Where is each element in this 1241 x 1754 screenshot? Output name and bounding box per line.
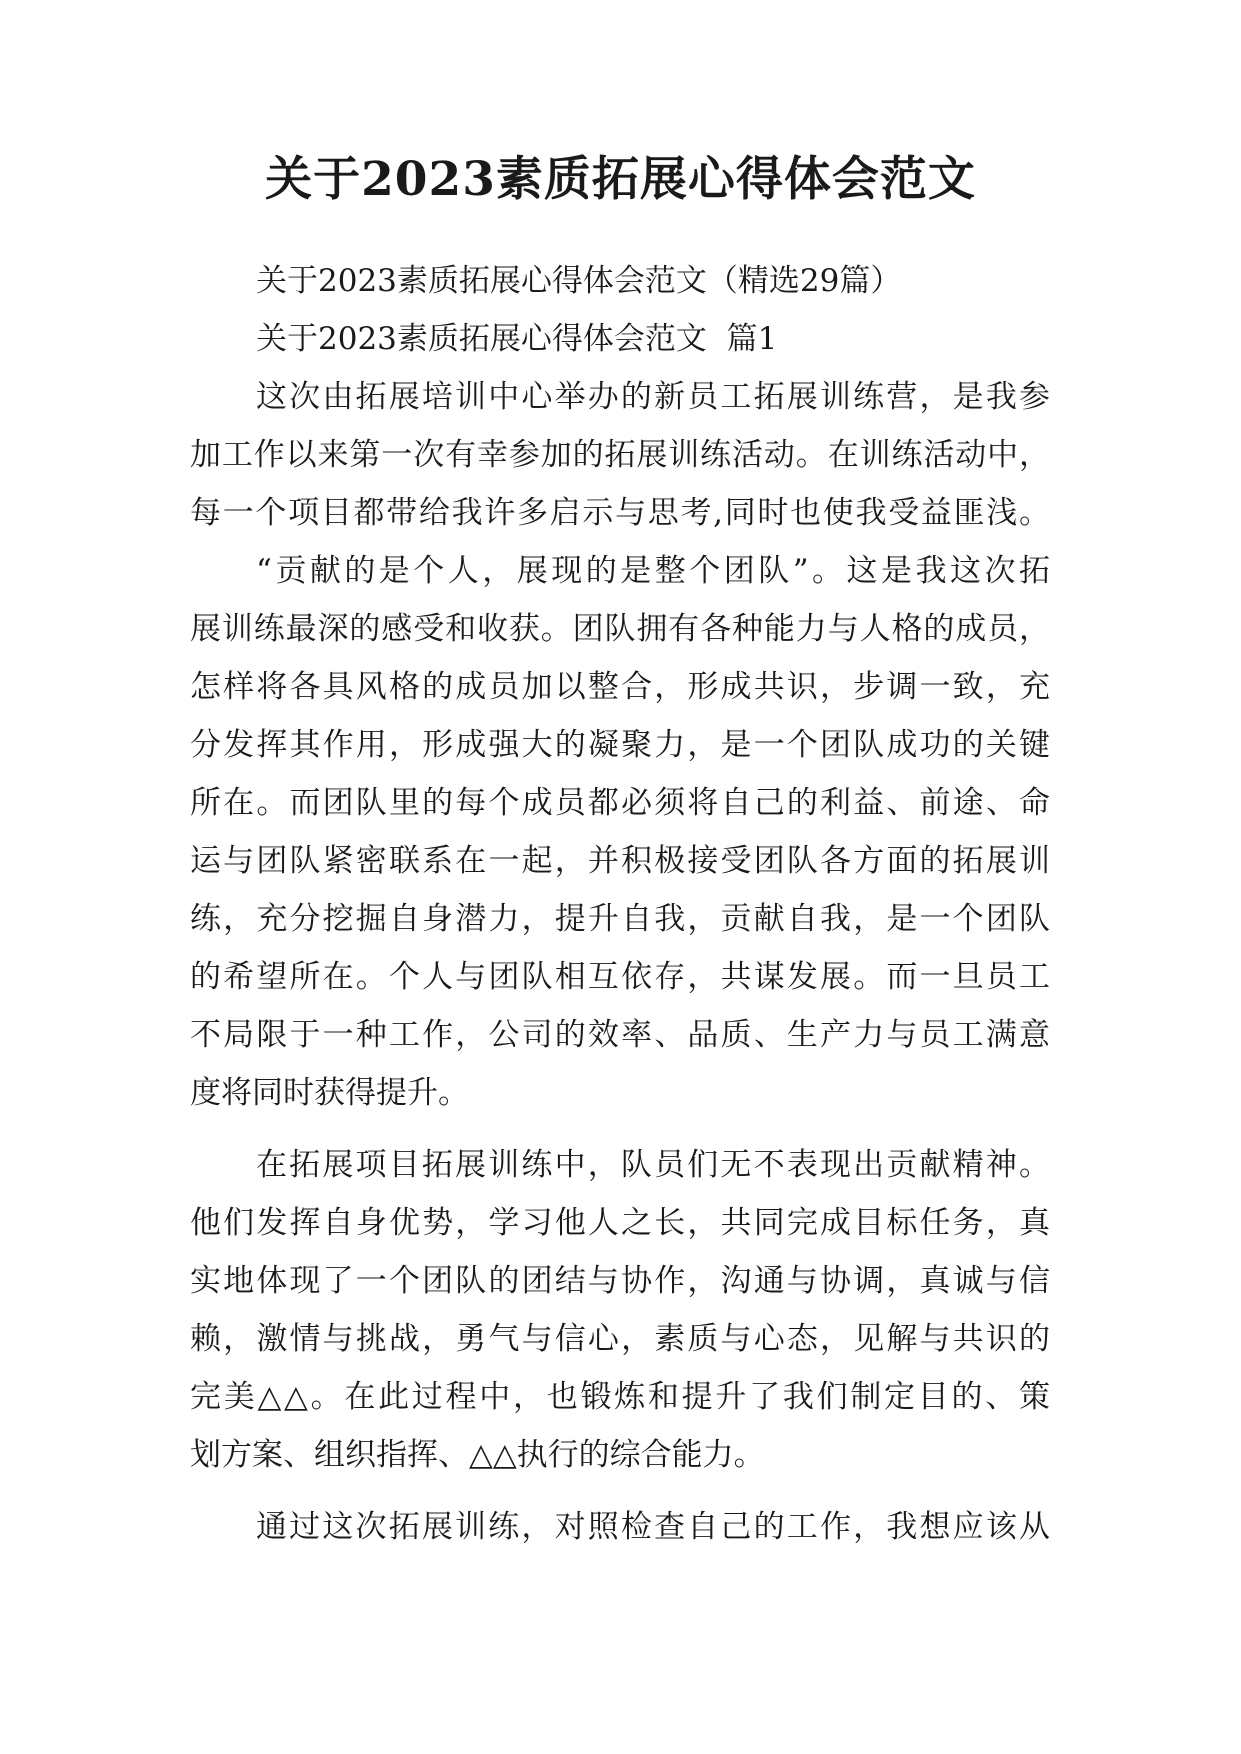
paragraph-line: 他们发挥自身优势，学习他人之长，共同完成目标任务，真	[190, 1205, 1050, 1241]
paragraph-line: 怎样将各具风格的成员加以整合，形成共识，步调一致，充	[190, 669, 1050, 705]
document-body	[190, 252, 1050, 1556]
paragraph-line: 度将同时获得提升。	[190, 1075, 469, 1111]
paragraph-line: 完美△△。在此过程中，也锻炼和提升了我们制定目的、策	[190, 1379, 1050, 1415]
paragraph	[190, 1136, 1050, 1484]
paragraph-line: 划方案、组织指挥、△△执行的综合能力。	[190, 1437, 765, 1473]
paragraph-line: 实地体现了一个团队的团结与协作，沟通与协调，真诚与信	[190, 1263, 1050, 1299]
paragraph-line: 运与团队紧密联系在一起，并积极接受团队各方面的拓展训	[190, 843, 1050, 879]
paragraph-line: 不局限于一种工作，公司的效率、品质、生产力与员工满意	[190, 1017, 1050, 1053]
paragraph	[190, 368, 1050, 542]
paragraph	[190, 1498, 1050, 1556]
paragraph-line: 在拓展项目拓展训练中，队员们无不表现出贡献精神。	[256, 1147, 1050, 1183]
paragraph-line: 练，充分挖掘自身潜力，提升自我，贡献自我，是一个团队	[190, 901, 1050, 937]
paragraph-line: 加工作以来第一次有幸参加的拓展训练活动。在训练活动中，	[190, 437, 1050, 473]
paragraph-line: 所在。而团队里的每个成员都必须将自己的利益、前途、命	[190, 785, 1050, 821]
document-title: 关于2023素质拓展心得体会范文	[265, 152, 976, 207]
section-heading: 关于2023素质拓展心得体会范文 篇1	[256, 321, 778, 357]
paragraph-line: 分发挥其作用，形成强大的凝聚力，是一个团队成功的关键	[190, 727, 1050, 763]
paragraph	[190, 542, 1050, 1122]
paragraph-line: 每一个项目都带给我许多启示与思考,同时也使我受益匪浅。	[190, 495, 1050, 531]
paragraph-line: 通过这次拓展训练，对照检查自己的工作，我想应该从	[256, 1509, 1050, 1545]
paragraph-line: 赖，激情与挑战，勇气与信心，素质与心态，见解与共识的	[190, 1321, 1050, 1357]
paragraph-line: “贡献的是个人，展现的是整个团队”。这是我这次拓	[256, 553, 1050, 589]
paragraph-line: 的希望所在。个人与团队相互依存，共谋发展。而一旦员工	[190, 959, 1050, 995]
document-subtitle: 关于2023素质拓展心得体会范文（精选29篇）	[256, 263, 902, 299]
paragraph-line: 这次由拓展培训中心举办的新员工拓展训练营，是我参	[256, 379, 1050, 415]
paragraph-line: 展训练最深的感受和收获。团队拥有各种能力与人格的成员，	[190, 611, 1050, 647]
